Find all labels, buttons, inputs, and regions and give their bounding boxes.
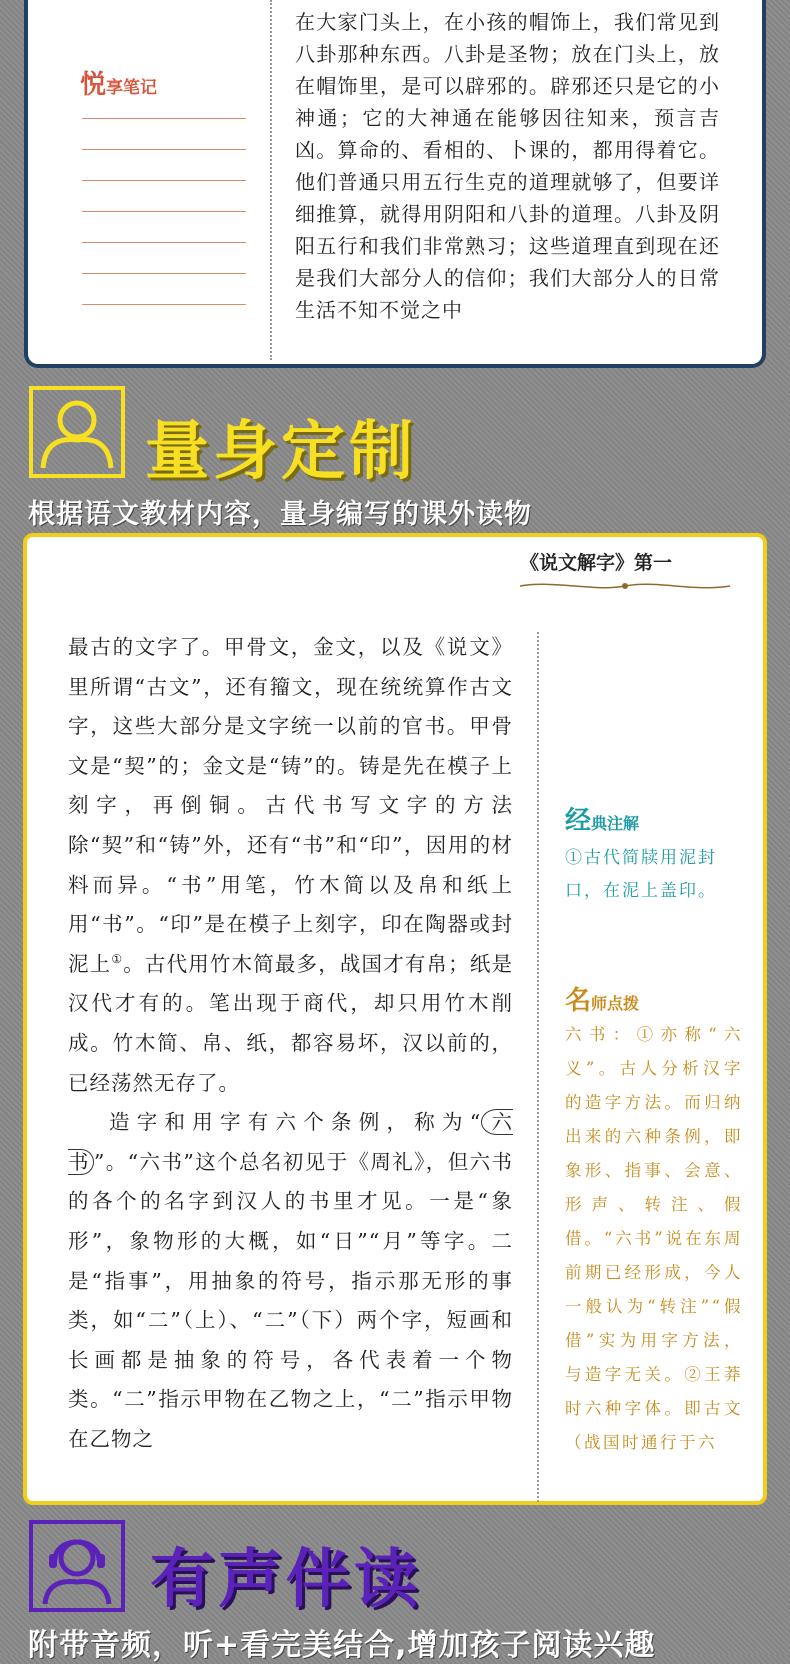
notes-title-rest: 享笔记	[106, 78, 158, 98]
main-paragraph	[68, 628, 513, 1103]
para2-rest-text: ”。“六书”这个总名初见于《周礼》，但六书的各个的名字到汉人的书里才见。一是“象形”，象物形的大概，如“日”“月”等字。二是“指事”，用抽象的符号，指示那无形的事类，如“二”（上）、“二”（下）两个字，短画和长画都是抽象的符号，各代表着一个物类。“二”指示甲物在乙物之上，“二”指示甲物在乙物之	[68, 1149, 513, 1451]
note-line	[82, 242, 246, 243]
note-line	[82, 118, 246, 119]
main-paragraph	[68, 1103, 513, 1459]
section-subtitle-custom: 根据语文教材内容，量身编写的课外读物	[28, 499, 532, 530]
annotation-title-rest: 典注解	[591, 814, 640, 833]
para1-text: 最古的文字了。甲骨文，金文，以及《说文》里所谓“古文”，还有籀文，现在统统算作古文字，这些大部分是文字统一以前的官书。甲骨文是“契”的；金文是“铸”的。铸是先在模子上刻字，再倒铜。古代书写文字的方法除“契”和“铸”外，还有“书”和“印”，因用的材料而异。“书”用笔，竹木简以及帛和纸上用“书”。“印”是在模子上刻字，印在陶器或封泥上	[68, 635, 513, 976]
para1-end-text: 。古代用竹木简最多，战国才有帛；纸是汉代才有的。笔出现于商代，却只用竹木削成。竹木简、帛、纸，都容易坏，汉以前的，已经荡然无存了。	[68, 951, 513, 1095]
annotation-title-first: 经	[565, 806, 592, 836]
person-outline-icon	[29, 386, 125, 478]
para2-start-text: 造字和用字有六个条例，称为“	[109, 1110, 482, 1135]
headphones-person-icon	[29, 1520, 125, 1612]
section-title-custom: 量身定制	[145, 415, 417, 489]
footnote-mark: ①	[111, 951, 124, 966]
teacher-tip-text: 六书：①亦称“六义”。古人分析汉字的造字方法。而归纳出来的六种条例，即象形、指事、会意、形声、转注、假借。“六书”说在东周前期已经形成，今人一般认为“转注”“假借”实为用字方法，与造字无关。②王莽时六种字体。即古文（战国时通行于六	[565, 1025, 743, 1452]
teacher-tip-title	[565, 980, 639, 1017]
section-subtitle-audio: 附带音频，听+看完美结合,增加孩子阅读兴趣	[28, 1628, 656, 1663]
note-line	[82, 304, 246, 305]
annotation-title	[565, 800, 639, 837]
main-text	[68, 628, 513, 1459]
annotation-text: ①古代简牍用泥封口，在泥上盖印。	[565, 848, 717, 901]
column-divider	[270, 0, 272, 360]
column-divider	[537, 632, 539, 1502]
ornament-divider	[515, 578, 735, 594]
notes-title	[80, 64, 157, 101]
section-title-audio: 有声伴读	[150, 1543, 422, 1617]
note-line	[82, 180, 246, 181]
chapter-title: 《说文解字》第一	[520, 552, 673, 574]
tip-title-rest: 师点拨	[591, 994, 640, 1013]
notes-title-first: 悦	[80, 70, 107, 100]
note-line	[82, 149, 246, 150]
excerpt-text	[295, 6, 720, 326]
excerpt-paragraph: 在大家门头上，在小孩的帽饰上，我们常见到八卦那种东西。八卦是圣物；放在门头上，放在帽饰里，是可以辟邪的。辟邪还只是它的小神通；它的大神通在能够因往知来，预言吉凶。算命的、看相的、卜课的，都用得着它。他们普通只用五行生克的道理就够了，但要详细推算，就得用阴阳和八卦的道理。八卦及阴阳五行和我们非常熟习；这些道理直到现在还是我们大部分人的信仰；我们大部分人的日常生活不知不觉之中	[295, 10, 720, 322]
circled-term: 六书	[68, 1110, 514, 1174]
tip-title-first: 名	[565, 986, 592, 1016]
note-line	[82, 273, 246, 274]
note-line	[82, 211, 246, 212]
